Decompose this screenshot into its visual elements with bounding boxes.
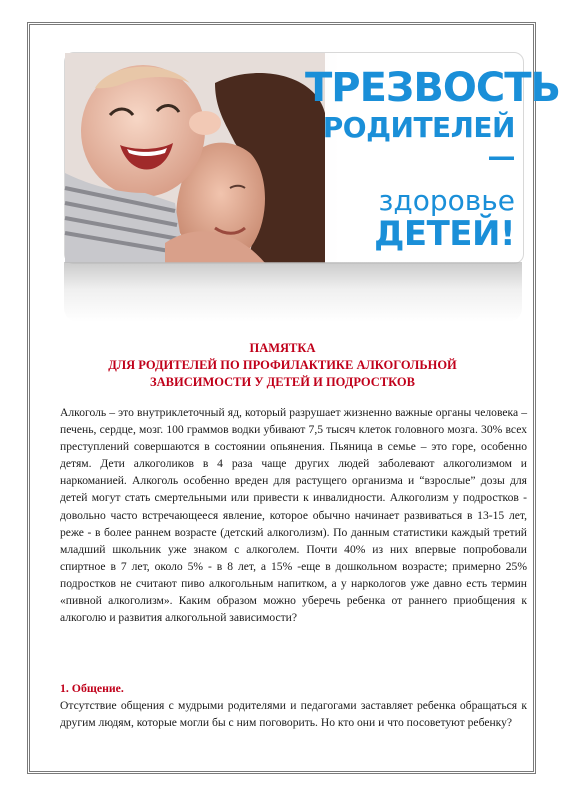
banner	[64, 52, 560, 264]
banner-line-2: РОДИТЕЛЕЙ —	[322, 111, 515, 174]
memo-title-line-3: ЗАВИСИМОСТИ У ДЕТЕЙ И ПОДРОСТКОВ	[150, 375, 415, 389]
banner-line-3: здоровье	[378, 183, 515, 217]
memo-title	[60, 340, 505, 391]
section-1-heading: 1. Общение.	[60, 681, 124, 695]
banner-reflection	[64, 262, 522, 322]
memo-title-line-2: ДЛЯ РОДИТЕЛЕЙ ПО ПРОФИЛАКТИКЕ АЛКОГОЛЬНОЙ	[108, 358, 457, 372]
mother-baby-photo	[65, 53, 325, 263]
banner-line-1: ТРЕЗВОСТЬ	[305, 65, 560, 111]
banner-line-4: ДЕТЕЙ!	[374, 214, 515, 255]
section-1-text: Отсутствие общения с мудрыми родителями и педагогами заставляет ребенка обращаться к другим людям, которые могли бы с ним поговорить. Но кто они и что посоветуют ребенку?	[60, 699, 527, 730]
memo-title-line-1: ПАМЯТКА	[249, 341, 316, 355]
banner-title	[305, 65, 560, 255]
intro-paragraph: Алкоголь – это внутриклеточный яд, который разрушает жизненно важные органы человека – печень, сердце, мозг. 100 граммов водки убивают 7,5 тысяч клеток головного мозга. 30% всех преступлений совершаются в состоянии опьянения. Пьяница в семье – это горе, особенно детям. Дети алкоголиков в 4 раза чаще других людей заболевают алкоголизмом и наркоманией. Алкоголь особенно вреден для растущего организма и “взрослые” дозы для детей могут стать смертельными или привести к инвалидности. Алкоголизм у подростков - довольно часто встречающееся явление, которое обычно начинает развиваться в 13-15 лет, реже - в более раннем возрасте (детский алкоголизм). По данным статистики каждый третий младший школьник уже знаком с алкоголем. Почти 40% из них впервые попробовали спиртное в 7 лет, около 5% - в 8 лет, а 15% -еще в дошкольном возрасте; примерно 25% подростков не считают пиво алкогольным напитком, а у наркологов уже давно есть термин «пивной алкоголизм». Каким образом можно уберечь ребенка от раннего приобщения к алкоголю и развития алкогольной зависимости?	[60, 406, 527, 625]
